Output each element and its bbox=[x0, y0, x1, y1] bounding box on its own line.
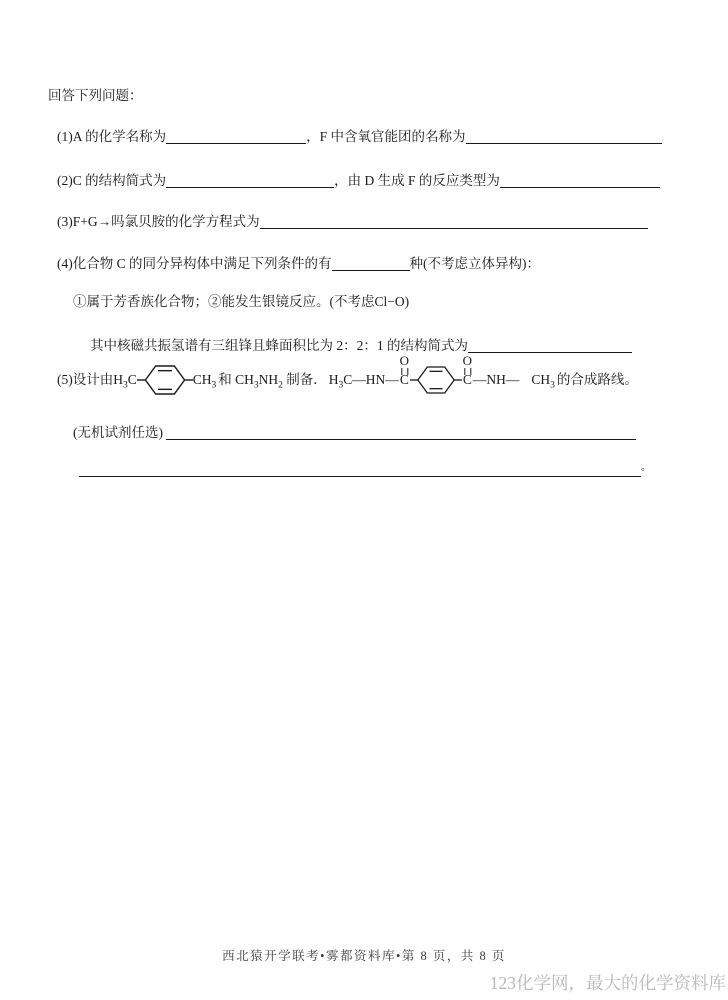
q4-blank-1 bbox=[332, 257, 410, 271]
q4-nmr-text: 其中核磁共振氢谱有三组锋且蜂面积比为 2：2：1 的结构简式为 bbox=[90, 338, 468, 353]
amide-left-formula: $H_3C—HN—$ bbox=[328, 372, 399, 391]
q5-answer-line bbox=[79, 460, 651, 481]
question-4 bbox=[57, 254, 540, 273]
q5-text-mid: 和 $CH_3NH_2$ 制备． bbox=[218, 372, 327, 391]
q2-blank-2 bbox=[500, 174, 660, 188]
xylene-right-formula: $CH_3$ bbox=[192, 372, 217, 391]
q1-blank-2 bbox=[466, 130, 662, 144]
page-footer: 西北猿开学联考•雾都资料库•第 8 页，共 8 页 bbox=[222, 949, 506, 963]
q5-text-suffix: 的合成路线。 bbox=[556, 372, 638, 387]
q1-text-pre: (1)A 的化学名称为 bbox=[57, 129, 167, 144]
question-5 bbox=[57, 351, 638, 409]
oxygen-atom: O bbox=[462, 353, 473, 368]
carbon-atom: C bbox=[462, 372, 472, 387]
carbonyl-group bbox=[399, 353, 410, 390]
q2-text-mid: ，由 D 生成 F 的反应类型为 bbox=[334, 173, 500, 188]
q4-text-post: 种(不考虑立体异构)： bbox=[409, 256, 540, 271]
intro-text: 回答下列问题： bbox=[48, 88, 143, 103]
q5-blank-2 bbox=[79, 463, 641, 477]
double-bond-icon bbox=[401, 368, 408, 375]
methyl-formula: $CH_3$ bbox=[531, 372, 555, 391]
q2-text-pre: (2)C 的结构简式为 bbox=[57, 173, 167, 188]
question-1 bbox=[57, 127, 662, 146]
q5-reagent-note: (无机试剂任选) bbox=[73, 425, 163, 440]
oxygen-atom: O bbox=[399, 353, 410, 368]
double-bond-icon bbox=[464, 368, 471, 375]
q5-text-pre: (5)设计由 bbox=[57, 372, 114, 387]
q1-text-mid: ，F 中含氧官能团的名称为 bbox=[306, 129, 466, 144]
amide-right-bond: —NH— bbox=[472, 372, 520, 387]
carbon-atom: C bbox=[399, 372, 409, 387]
xylene-left-formula: $H_3C$ bbox=[113, 372, 137, 391]
q3-blank-1 bbox=[260, 215, 648, 229]
answer-line-period: 。 bbox=[641, 462, 651, 473]
q1-blank-1 bbox=[166, 130, 306, 144]
q5-reagent-note-line bbox=[73, 423, 636, 442]
q5-blank-1 bbox=[166, 426, 636, 440]
q3-text-pre: (3)F+G→吗氯贝胺的化学方程式为 bbox=[57, 214, 260, 229]
question-3 bbox=[57, 212, 648, 231]
q2-blank-1 bbox=[166, 174, 334, 188]
question-2 bbox=[57, 171, 660, 190]
q4-conditions: ①属于芳香族化合物；②能发生银镜反应。(不考虑Cl−O) bbox=[73, 294, 410, 309]
carbonyl-group bbox=[462, 353, 473, 390]
watermark: 123化学网，最大的化学资料库 bbox=[489, 973, 726, 993]
q4-text-pre: (4)化合物 C 的同分异构体中满足下列条件的有 bbox=[57, 256, 332, 271]
benzene-ring-icon bbox=[410, 361, 462, 399]
benzene-ring-icon bbox=[137, 360, 193, 400]
